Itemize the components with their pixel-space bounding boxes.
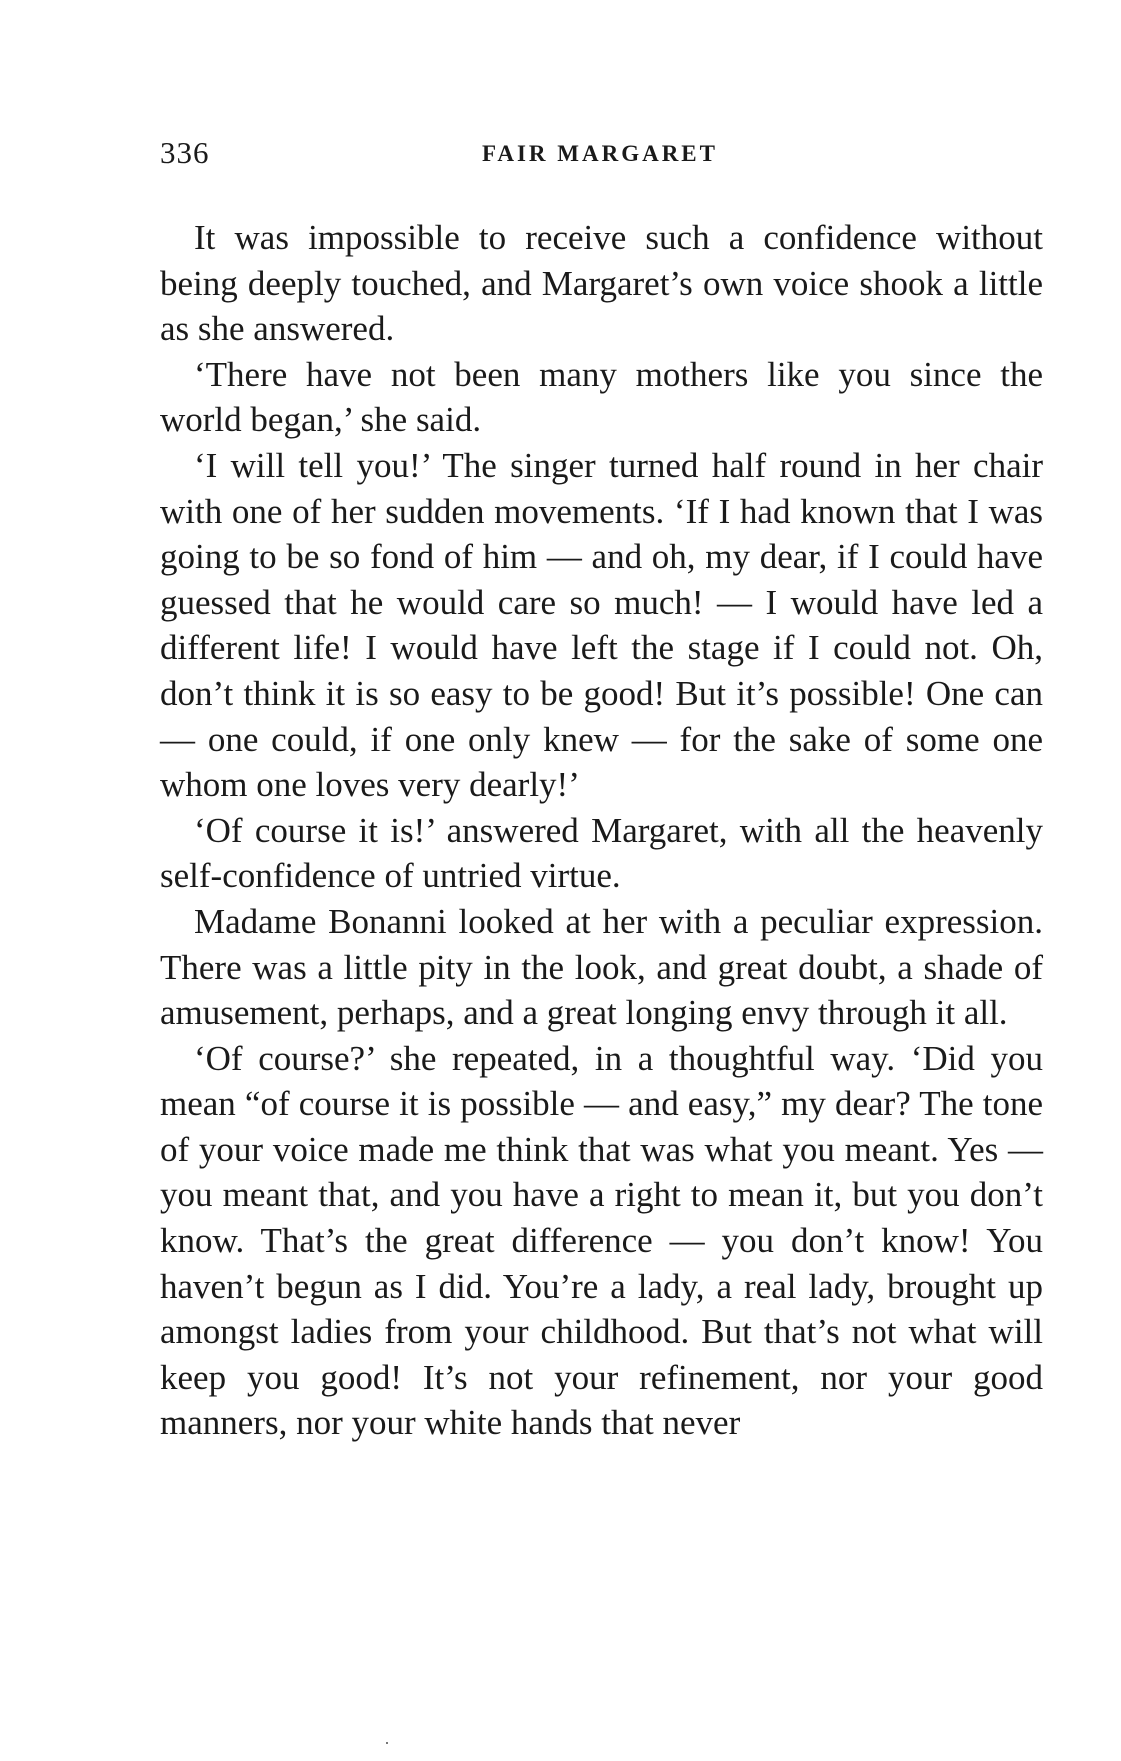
page-header	[160, 135, 1040, 175]
paragraph: ‘Of course?’ she repeated, in a thoughtful way. ‘Did you mean “of course it is possible — and easy,” my dear? The tone of your voice made me think that was what you meant. Yes — you meant that, and you have a right to mean it, but you don’t know. That’s the great difference — you don’t know! You haven’t begun as I did. You’re a lady, a real lady, brought up amongst ladies from your childhood. But that’s not what will keep you good! It’s not your refinement, nor your good manners, nor your white hands that never	[160, 1038, 1043, 1443]
print-speck	[386, 1742, 388, 1744]
paragraph: Madame Bonanni looked at her with a peculiar expression. There was a little pity in the look, and great doubt, a shade of amusement, perhaps, and a great longing envy through it all.	[160, 901, 1043, 1033]
paragraph: It was impossible to receive such a confidence without being deeply touched, and Margaret’s own voice shook a little as she answered.	[160, 218, 1043, 349]
paragraph: ‘There have not been many mothers like you since the world began,’ she said.	[160, 354, 1043, 440]
body-text	[160, 215, 1043, 1446]
page-number: 336	[160, 135, 210, 170]
running-title: FAIR MARGARET	[482, 141, 718, 166]
paragraph: ‘I will tell you!’ The singer turned half round in her chair with one of her sudden movements. ‘If I had known that I was going to be so fond of him — and oh, my dear, if I could have guessed that he would care so much! — I would have led a different life! I would have left the stage if I could not. Oh, don’t think it is so easy to be good! But it’s possible! One can — one could, if one only knew — for the sake of some one whom one loves very dearly!’	[160, 445, 1043, 805]
paragraph: ‘Of course it is!’ answered Margaret, with all the heavenly self-confidence of untried virtue.	[160, 810, 1043, 896]
